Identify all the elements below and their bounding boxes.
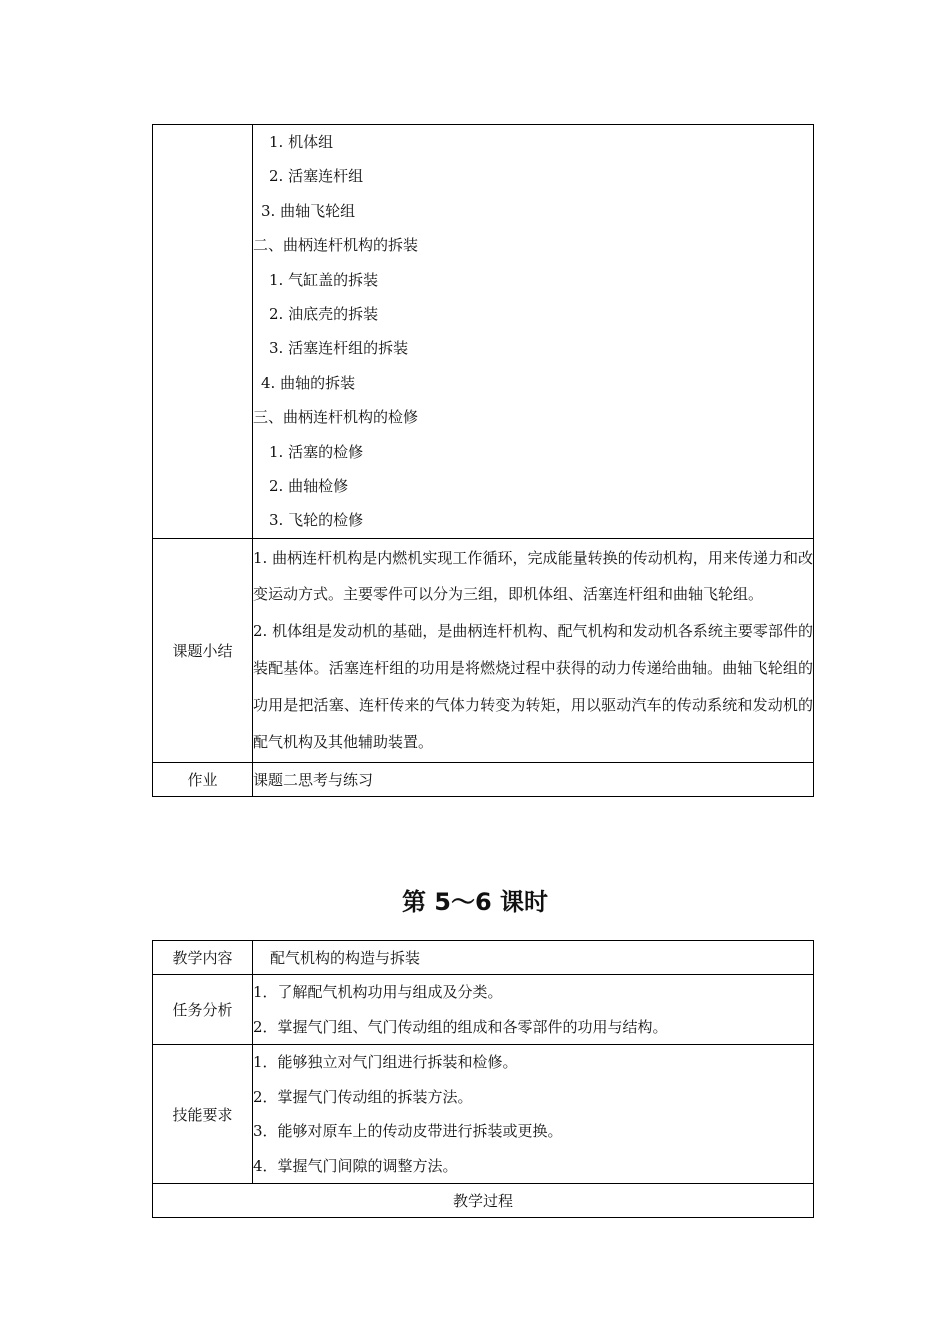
skill-item: 1．能够独立对气门组进行拆装和检修。 — [253, 1053, 518, 1071]
homework-text: 课题二思考与练习 — [253, 763, 814, 797]
lesson-heading: 第 5～6 课时 — [401, 888, 549, 916]
skill-requirements-row — [153, 1045, 814, 1184]
outline-line: 3. 曲轴飞轮组 — [261, 201, 356, 220]
outline-line: 3. 飞轮的检修 — [269, 511, 364, 530]
outline-line: 二、曲柄连杆机构的拆装 — [253, 236, 419, 255]
summary-paragraph-1: 1. 曲柄连杆机构是内燃机实现工作循环，完成能量转换的传动机构，用来传递力和改变运动方式。主要零件可以分为三组，即机体组、活塞连杆组和曲轴飞轮组。 — [253, 548, 813, 604]
outline-label-cell — [153, 125, 253, 539]
skill-item: 3．能够对原车上的传动皮带进行拆装或更换。 — [253, 1122, 563, 1140]
outline-line: 3. 活塞连杆组的拆装 — [269, 339, 409, 358]
outline-row — [153, 125, 814, 539]
teaching-content-row — [153, 941, 814, 975]
outline-line: 1. 机体组 — [269, 133, 334, 151]
skill-requirements-content — [253, 1045, 814, 1184]
task-analysis-content — [253, 975, 814, 1045]
teaching-content-text: 配气机构的构造与拆装 — [253, 941, 814, 975]
summary-row — [153, 538, 814, 763]
outline-line: 三、曲柄连杆机构的检修 — [253, 408, 419, 427]
teaching-process-header: 教学过程 — [153, 1184, 814, 1218]
task-analysis-label: 任务分析 — [153, 975, 253, 1045]
outline-line: 1. 活塞的检修 — [269, 442, 364, 461]
summary-paragraph-2: 2. 机体组是发动机的基础，是曲柄连杆机构、配气机构和发动机各系统主要零部件的装配基体。活塞连杆组的功用是将燃烧过程中获得的动力传递给曲轴。曲轴飞轮组的功用是把活塞、连杆传来的气体力转变为转矩，用以驱动汽车的传动系统和发动机的配气机构及其他辅助装置。 — [253, 622, 813, 751]
teaching-process-row — [153, 1184, 814, 1218]
outline-line: 2. 活塞连杆组 — [269, 167, 364, 186]
task-analysis-row — [153, 975, 814, 1045]
skill-requirements-label: 技能要求 — [153, 1045, 253, 1184]
skill-item: 2．掌握气门传动组的拆装方法。 — [253, 1087, 473, 1106]
summary-label: 课题小结 — [153, 538, 253, 763]
summary-content — [253, 538, 814, 763]
lesson-plan-table — [152, 940, 814, 1218]
homework-label: 作业 — [153, 763, 253, 797]
outline-line: 2. 曲轴检修 — [269, 476, 349, 495]
lesson-table-continued — [152, 124, 814, 797]
outline-line: 4. 曲轴的拆装 — [261, 373, 356, 392]
homework-row — [153, 763, 814, 797]
outline-line: 2. 油底壳的拆装 — [269, 304, 379, 323]
outline-line: 1. 气缸盖的拆装 — [269, 270, 379, 289]
teaching-content-label: 教学内容 — [153, 941, 253, 975]
task-item: 1．了解配气机构功用与组成及分类。 — [253, 983, 503, 1001]
skill-item: 4．掌握气门间隙的调整方法。 — [253, 1156, 458, 1175]
task-item: 2．掌握气门组、气门传动组的组成和各零部件的功用与结构。 — [253, 1017, 668, 1036]
outline-content-cell — [253, 125, 814, 539]
